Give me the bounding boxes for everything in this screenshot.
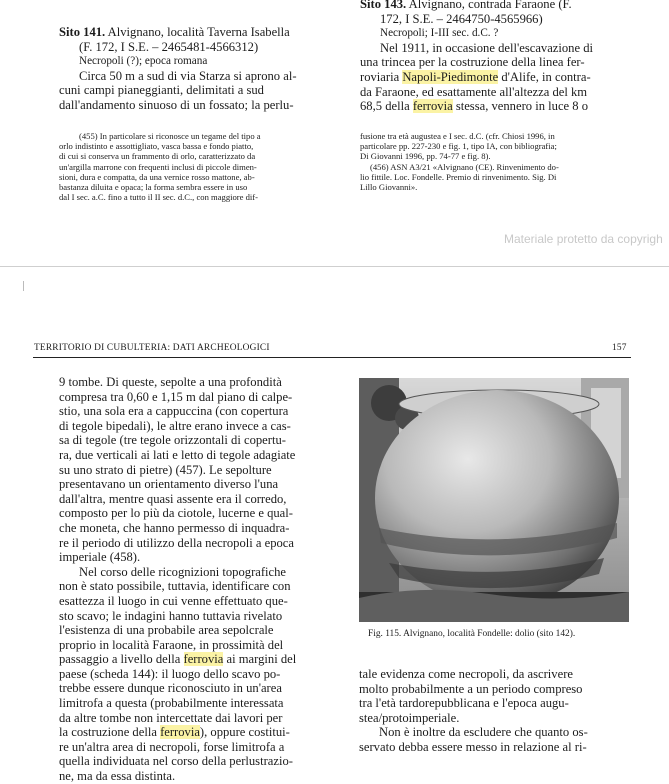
entry-ref-143: 172, I S.E. – 2464750-4565966) [380, 11, 543, 26]
top-right-column [360, 0, 635, 114]
entry-type-143: Necropoli; I-III sec. d.C. ? [380, 27, 499, 40]
paragraph-line: l'esistenza di una probabile area sepolcrale [59, 623, 274, 638]
paragraph-line: Nel corso delle ricognizioni topografiche [79, 564, 287, 579]
bottom-right-column [359, 667, 631, 755]
text-cursor [23, 281, 24, 291]
paragraph-line: passaggio a livello della ferrovia ai margini del [59, 652, 297, 667]
entry-heading-143: Sito 143. Alvignano, contrada Faraone (F. [360, 0, 572, 11]
paragraph-line: di tegole bipedali), le altre erano invece a cas- [59, 418, 291, 433]
footnote-line: Lillo Giovanni». [360, 182, 418, 193]
footnote-line: Di Giovanni 1996, pp. 74-77 e fig. 8). [360, 151, 491, 162]
header-rule [33, 357, 631, 358]
dolio-photo-art [359, 378, 629, 622]
paragraph-line: 9 tombe. Di queste, sepolte a una profondità [59, 375, 282, 389]
paragraph-line: ne, ma da essa distinta. [59, 769, 176, 784]
paragraph-line: roviaria Napoli-Piedimonte d'Alife, in contra- [360, 69, 591, 84]
paragraph-line: quella individuata nel corso della perlustrazio- [59, 754, 293, 769]
paragraph-line: re il periodo di utilizzo della necropoli a epoca [59, 535, 294, 550]
paragraph-line: presentavano un orientamento diverso l'una [59, 477, 279, 492]
search-highlight: Piedimonte [440, 69, 499, 84]
paragraph-line: ra, due verticali ai lati e letto di tegole adagiate [59, 447, 296, 462]
paragraph-line: servato debba essere messo in relazione al ri- [359, 739, 587, 754]
paragraph-line: tale evidenza come necropoli, da ascrivere [359, 667, 573, 681]
paragraph-line: da altre tombe non intercettate dai lavori per [59, 710, 283, 725]
footnote-line: di cui si conserva un frammento di orlo, caratterizzato da [59, 151, 256, 162]
paragraph-line: cuni campi pianeggianti, delimitati a sud [59, 83, 264, 98]
figure-caption: Fig. 115. Alvignano, località Fondelle: dolio (sito 142). [368, 629, 576, 639]
paragraph-line: proprio in località Faraone, in prossimità del [59, 637, 284, 652]
top-right-footnote [360, 131, 635, 192]
footnote-line: particolare pp. 227-230 e fig. 1, tipo IA, con bibliografia; [360, 141, 557, 152]
footnote-line: sioni, dura e compatta, da una vernice rosso mattone, ab- [59, 171, 255, 182]
footnote-line: bastanza diluita e opaca; la forma sembra essere in uso [59, 182, 248, 193]
search-highlight: ferrovia [160, 725, 200, 740]
paragraph-line: stea/protoimperiale. [359, 710, 460, 725]
footnote-line: (456) ASN A3/21 «Alvignano (CE). Rinvenimento do- [370, 161, 559, 172]
footnote-line: un'argilla marrone con frequenti inclusi di piccole dimen- [59, 161, 257, 172]
paragraph-line: sa di tegole (tre tegole orizzontali di copertu- [59, 433, 286, 448]
paragraph-line: composto per lo più da ciotole, lucerne e qual- [59, 506, 293, 521]
paragraph-line: 68,5 della ferrovia stessa, vennero in luce 8 o [360, 99, 589, 114]
paragraph-line: re un'altra area di necropoli, forse limitrofa a [59, 739, 285, 754]
paragraph-line: dall'altra, mentre quasi assente era il corredo, [59, 491, 287, 506]
paragraph-line: tra l'età tardorepubblicana e l'epoca augu- [359, 696, 569, 711]
search-highlight: ferrovia [412, 99, 453, 114]
bottom-left-column [59, 375, 331, 784]
paragraph-line: su uno strato di pietre) (457). Le sepolture [59, 462, 272, 477]
paragraph-line: esattezza il luogo in cui venne effettuato que- [59, 593, 288, 608]
page-divider [0, 266, 669, 267]
footnote-line: dal I sec. a.C. fino a tutto il II sec. d.C., con maggiore dif- [59, 192, 259, 203]
copyright-watermark: Materiale protetto da copyrigh [504, 232, 663, 246]
paragraph-line: Nel 1911, in occasione dell'escavazione di [380, 40, 594, 55]
top-left-column [59, 25, 337, 113]
top-left-footnote [59, 131, 329, 202]
paragraph-line: dall'andamento sinuoso di un fossato; la perlu- [59, 97, 294, 112]
paragraph-line: limitrofa a questa (probabilmente interessata [59, 696, 284, 711]
search-highlight: Napoli [402, 69, 437, 84]
entry-heading-141: Sito 141. Alvignano, località Taverna Isabella [59, 25, 290, 39]
search-highlight: ferrovia [183, 652, 224, 667]
paragraph-line: stio, una sola era a cappuccina (con copertura [59, 404, 289, 419]
paragraph-line: molto probabilmente a un periodo compreso [359, 681, 583, 696]
footnote-line: lio fittile. Loc. Fondelle. Premio di rinvenimento. Sig. Di [360, 171, 557, 182]
paragraph-line: compresa tra 0,60 e 1,15 m dal piano di calpe- [59, 389, 293, 404]
paragraph-line: una trincea per la costruzione della linea fer- [360, 55, 585, 70]
dolio-photograph [359, 378, 629, 622]
footnote-line: orlo indistinto e assottigliato, vasca bassa e fondo piatto, [59, 141, 254, 152]
entry-ref-141: (F. 172, I S.E. – 2465481-4566312) [79, 39, 259, 54]
paragraph-line: paese (scheda 144): il luogo dello scavo po- [59, 666, 281, 681]
paragraph-line: trebbe essere dunque riconosciuto in un'area [59, 681, 282, 696]
page-number: 157 [612, 343, 627, 353]
paragraph-line: Non è inoltre da escludere che quanto os- [379, 725, 588, 740]
paragraph-line: non è stato possibile, tuttavia, identificare con [59, 579, 291, 594]
entry-type-141: Necropoli (?); epoca romana [79, 55, 208, 68]
paragraph-line: sto scavo; le indagini hanno tuttavia rivelato [59, 608, 283, 623]
running-head: TERRITORIO DI CUBULTERIA: DATI ARCHEOLOGICI [34, 343, 270, 353]
paragraph-line: che moneta, che hanno permesso di inquadra- [59, 520, 290, 535]
paragraph-line: la costruzione della ferrovia), oppure costitui- [59, 725, 290, 740]
paragraph-line: da Faraone, ed esattamente all'altezza del km [360, 84, 588, 99]
paragraph-line: Circa 50 m a sud di via Starza si aprono al- [79, 68, 297, 83]
footnote-line: (455) In particolare si riconosce un tegame del tipo a [79, 131, 261, 141]
footnote-line: fusione tra età augustea e I sec. d.C. (cfr. Chiosi 1996, in [360, 131, 555, 141]
paragraph-line: imperiale (458). [59, 550, 141, 565]
